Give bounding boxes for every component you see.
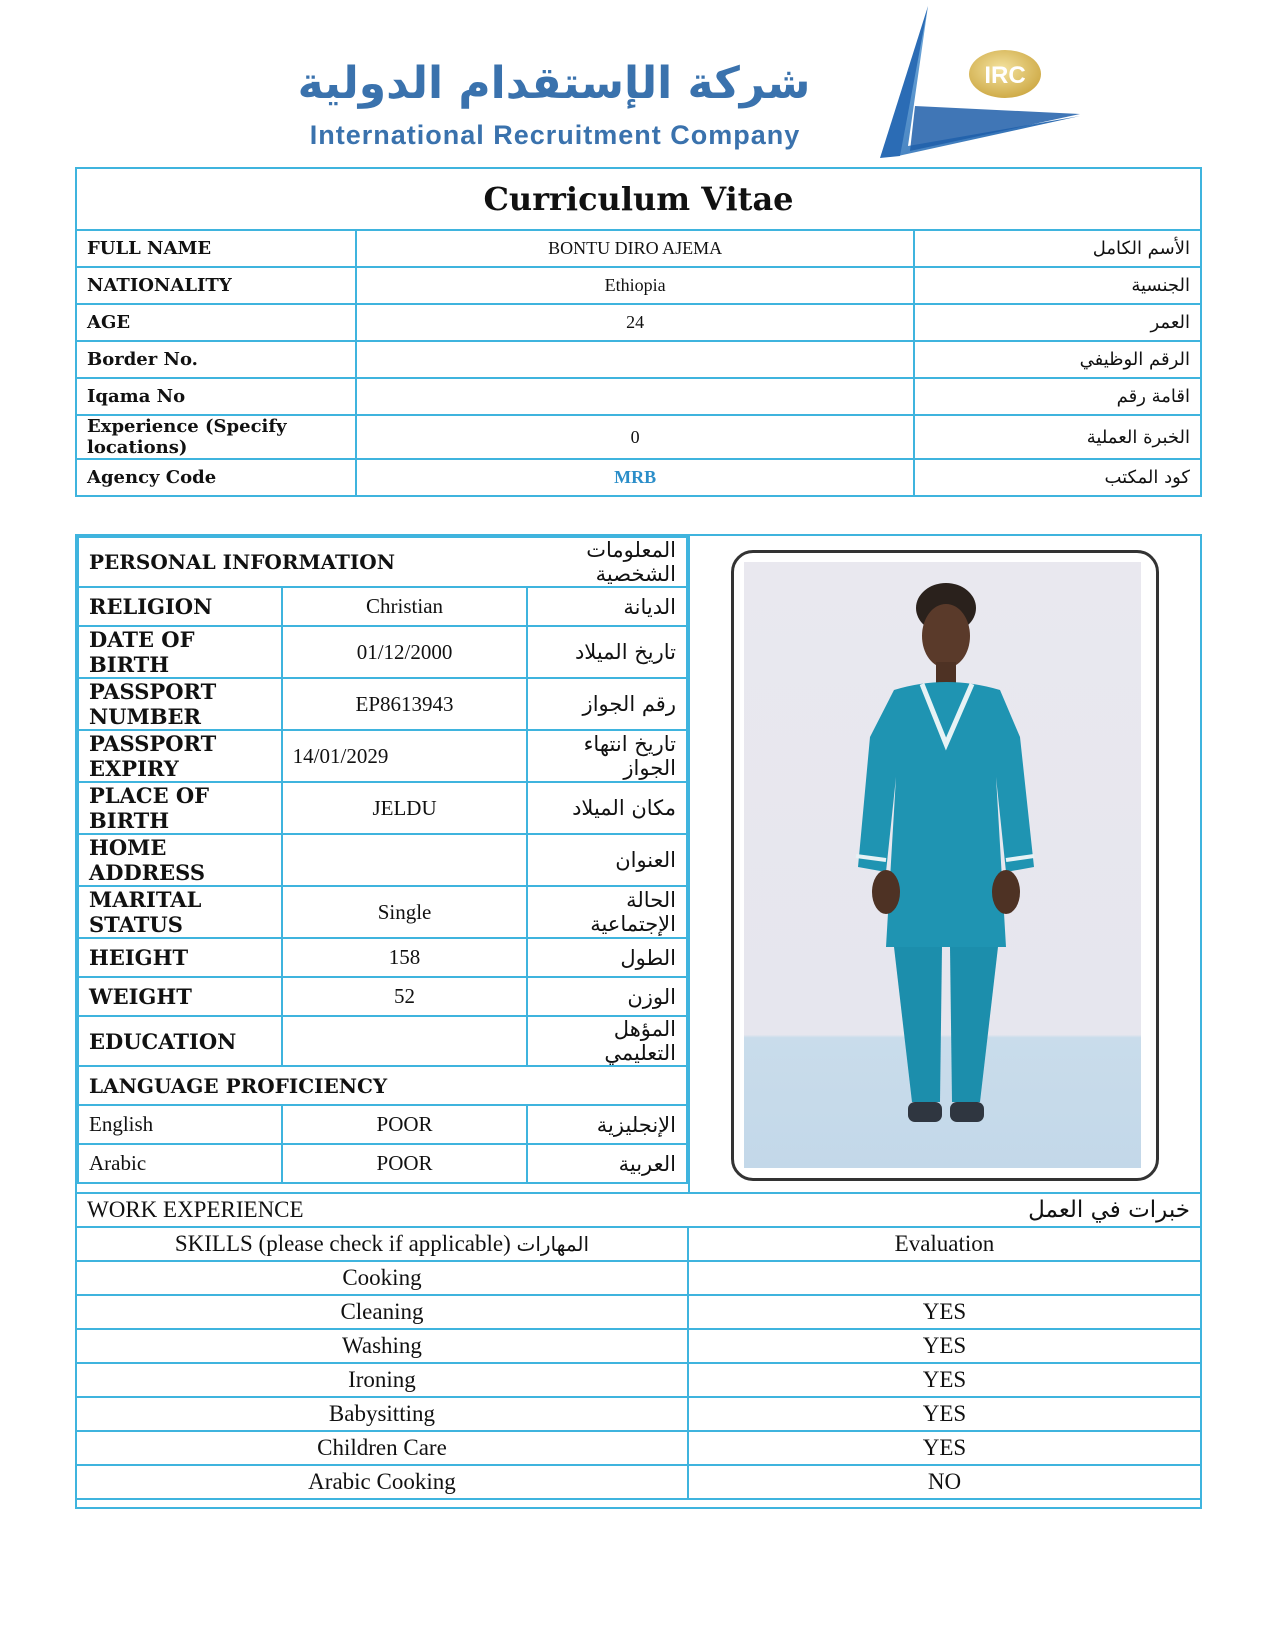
label-en: DATE OF BIRTH: [78, 626, 282, 678]
label-en: Iqama No: [76, 378, 356, 415]
company-name-arabic: شركة الإستقدام الدولية: [297, 58, 811, 109]
skill-name: Arabic Cooking: [76, 1465, 688, 1499]
label-ar: اقامة رقم: [914, 378, 1201, 415]
skill-evaluation: YES: [688, 1329, 1201, 1363]
label-en: MARITAL STATUS: [78, 886, 282, 938]
skill-evaluation: [688, 1261, 1201, 1295]
label-ar: الجنسية: [914, 267, 1201, 304]
label-en: PLACE OF BIRTH: [78, 782, 282, 834]
agency-code-value: MRB: [356, 459, 915, 496]
value: Christian: [282, 587, 528, 626]
candidate-figure: [744, 562, 1141, 1168]
personal-info-header: [78, 537, 687, 587]
value: [282, 1016, 528, 1066]
skill-row: [76, 1465, 1201, 1499]
label-en: HEIGHT: [78, 938, 282, 977]
value: [356, 341, 915, 378]
skill-row: [76, 1397, 1201, 1431]
label-en: RELIGION: [78, 587, 282, 626]
language-name-ar: الإنجليزية: [527, 1105, 687, 1144]
value: 0: [356, 415, 915, 459]
skill-name: Cleaning: [76, 1295, 688, 1329]
skill-row: [76, 1329, 1201, 1363]
value: 52: [282, 977, 528, 1016]
label-en: Agency Code: [76, 459, 356, 496]
language-name: English: [78, 1105, 282, 1144]
candidate-photo: [744, 562, 1141, 1168]
logo-badge-text: IRC: [984, 62, 1026, 89]
row-language-english: [78, 1105, 687, 1144]
cv-title: Curriculum Vitae: [76, 168, 1201, 230]
label-en: NATIONALITY: [76, 267, 356, 304]
label-en: Border No.: [76, 341, 356, 378]
skill-evaluation: NO: [688, 1465, 1201, 1499]
skill-row: [76, 1363, 1201, 1397]
value: 158: [282, 938, 528, 977]
label-ar: المؤهل التعليمي: [527, 1016, 687, 1066]
label-ar: الطول: [527, 938, 687, 977]
section-divider: [688, 534, 690, 1192]
value: [282, 834, 528, 886]
label-ar: الحالة الإجتماعية: [527, 886, 687, 938]
company-name-english: International Recruitment Company: [309, 120, 801, 150]
label-en: HOME ADDRESS: [78, 834, 282, 886]
work-experience-title-ar: خبرات في العمل: [688, 1193, 1201, 1227]
label-ar: الرقم الوظيفي: [914, 341, 1201, 378]
label-ar: العنوان: [527, 834, 687, 886]
skill-evaluation: YES: [688, 1431, 1201, 1465]
skill-name: Ironing: [76, 1363, 688, 1397]
row-experience: [76, 415, 1201, 459]
skill-name: Cooking: [76, 1261, 688, 1295]
language-name-ar: العربية: [527, 1144, 687, 1183]
skills-header-en: SKILLS (please check if applicable): [174, 1231, 511, 1256]
row-full-name: [76, 230, 1201, 267]
row-place-of-birth: [78, 782, 687, 834]
row-language-arabic: [78, 1144, 687, 1183]
row-date-of-birth: [78, 626, 687, 678]
value: 14/01/2029: [282, 730, 528, 782]
label-ar: الديانة: [527, 587, 687, 626]
row-agency-code: [76, 459, 1201, 496]
label-en: AGE: [76, 304, 356, 341]
company-logo-mark: [870, 6, 1090, 158]
skill-name: Babysitting: [76, 1397, 688, 1431]
label-ar: كود المكتب: [914, 459, 1201, 496]
row-passport-expiry: [78, 730, 687, 782]
row-weight: [78, 977, 687, 1016]
label-ar: الأسم الكامل: [914, 230, 1201, 267]
label-en: FULL NAME: [76, 230, 356, 267]
personal-info-title-ar: المعلومات الشخصية: [527, 537, 687, 587]
personal-info-table: [77, 536, 688, 1184]
label-en: PASSPORT NUMBER: [78, 678, 282, 730]
label-en: WEIGHT: [78, 977, 282, 1016]
skills-header: [76, 1227, 1201, 1261]
row-passport-number: [78, 678, 687, 730]
label-ar: الوزن: [527, 977, 687, 1016]
value: 01/12/2000: [282, 626, 528, 678]
personal-info-title-en: PERSONAL INFORMATION: [78, 537, 527, 587]
evaluation-header: Evaluation: [688, 1227, 1201, 1261]
label-ar: العمر: [914, 304, 1201, 341]
row-age: [76, 304, 1201, 341]
value: Single: [282, 886, 528, 938]
language-proficiency-header: [78, 1066, 687, 1105]
language-proficiency-title: LANGUAGE PROFICIENCY: [78, 1066, 687, 1105]
skill-evaluation: YES: [688, 1295, 1201, 1329]
label-ar: تاريخ انتهاء الجواز: [527, 730, 687, 782]
work-experience-table: [75, 1192, 1202, 1500]
work-experience-title-en: WORK EXPERIENCE: [76, 1193, 688, 1227]
label-ar: مكان الميلاد: [527, 782, 687, 834]
language-level: POOR: [282, 1105, 528, 1144]
skill-name: Children Care: [76, 1431, 688, 1465]
label-en: PASSPORT EXPIRY: [78, 730, 282, 782]
cv-summary-table: [75, 167, 1202, 497]
row-iqama-no: [76, 378, 1201, 415]
label-ar: رقم الجواز: [527, 678, 687, 730]
language-level: POOR: [282, 1144, 528, 1183]
skills-header-cell: [76, 1227, 688, 1261]
skill-evaluation: YES: [688, 1397, 1201, 1431]
row-education: [78, 1016, 687, 1066]
company-header: [0, 0, 1275, 165]
skills-header-ar: المهارات: [516, 1232, 590, 1256]
row-height: [78, 938, 687, 977]
skill-evaluation: YES: [688, 1363, 1201, 1397]
skill-name: Washing: [76, 1329, 688, 1363]
value: Ethiopia: [356, 267, 915, 304]
row-nationality: [76, 267, 1201, 304]
value: JELDU: [282, 782, 528, 834]
value: 24: [356, 304, 915, 341]
label-ar: الخبرة العملية: [914, 415, 1201, 459]
label-en: Experience (Specify locations): [76, 415, 356, 459]
language-name: Arabic: [78, 1144, 282, 1183]
work-experience-header: [76, 1193, 1201, 1227]
row-home-address: [78, 834, 687, 886]
skill-row: [76, 1261, 1201, 1295]
value: EP8613943: [282, 678, 528, 730]
value: [356, 378, 915, 415]
row-marital-status: [78, 886, 687, 938]
label-en: EDUCATION: [78, 1016, 282, 1066]
value: BONTU DIRO AJEMA: [356, 230, 915, 267]
skill-row: [76, 1295, 1201, 1329]
label-ar: تاريخ الميلاد: [527, 626, 687, 678]
skill-row: [76, 1431, 1201, 1465]
row-religion: [78, 587, 687, 626]
row-border-no: [76, 341, 1201, 378]
